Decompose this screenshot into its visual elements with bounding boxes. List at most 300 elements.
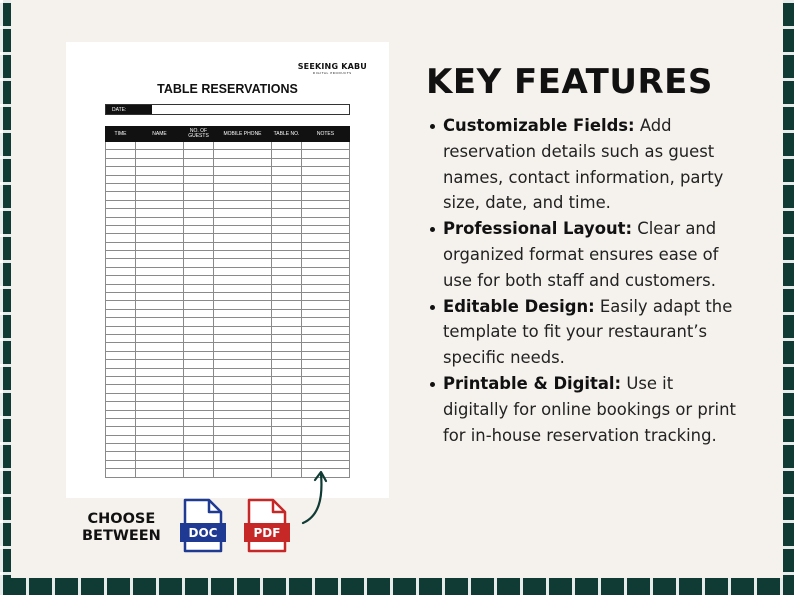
table-cell <box>136 318 184 326</box>
table-row <box>106 385 350 393</box>
feature-text: Use it digitally for online bookings or print for in-house reservation tracking. <box>443 373 736 445</box>
table-cell <box>302 309 350 317</box>
feature-title: Customizable Fields: <box>443 116 635 135</box>
table-cell <box>184 293 214 301</box>
table-row <box>106 351 350 359</box>
table-row <box>106 393 350 401</box>
table-row <box>106 326 350 334</box>
table-cell <box>302 334 350 342</box>
table-cell <box>106 351 136 359</box>
table-cell <box>302 318 350 326</box>
table-cell <box>136 343 184 351</box>
pdf-file-icon[interactable] <box>243 498 291 557</box>
table-cell <box>302 158 350 166</box>
table-cell <box>106 259 136 267</box>
table-cell <box>184 217 214 225</box>
table-cell <box>136 284 184 292</box>
table-row <box>106 259 350 267</box>
table-cell <box>272 217 302 225</box>
table-cell <box>272 183 302 191</box>
table-cell <box>106 343 136 351</box>
table-row <box>106 402 350 410</box>
table-cell <box>214 410 272 418</box>
table-cell <box>136 309 184 317</box>
table-cell <box>302 452 350 460</box>
table-cell <box>106 293 136 301</box>
table-cell <box>136 293 184 301</box>
table-cell <box>136 418 184 426</box>
table-row <box>106 217 350 225</box>
table-row <box>106 142 350 150</box>
table-cell <box>136 158 184 166</box>
table-cell <box>214 259 272 267</box>
table-cell <box>302 301 350 309</box>
feature-list <box>426 113 736 448</box>
table-cell <box>106 200 136 208</box>
table-cell <box>302 259 350 267</box>
table-cell <box>136 183 184 191</box>
table-cell <box>106 309 136 317</box>
table-row <box>106 276 350 284</box>
table-cell <box>302 200 350 208</box>
table-cell <box>184 318 214 326</box>
table-cell <box>184 183 214 191</box>
table-cell <box>272 158 302 166</box>
table-cell <box>184 242 214 250</box>
feature-item <box>426 371 736 448</box>
reservation-table-body <box>106 142 350 478</box>
table-cell <box>106 326 136 334</box>
document-preview <box>66 42 389 498</box>
table-cell <box>214 158 272 166</box>
table-cell <box>302 385 350 393</box>
table-cell <box>184 360 214 368</box>
table-cell <box>214 368 272 376</box>
date-label: DATE: <box>106 105 152 114</box>
table-cell <box>272 200 302 208</box>
table-cell <box>272 460 302 468</box>
table-cell <box>184 435 214 443</box>
table-cell <box>214 242 272 250</box>
table-cell <box>214 225 272 233</box>
table-cell <box>184 351 214 359</box>
table-header-row <box>106 127 350 142</box>
table-cell <box>184 427 214 435</box>
table-cell <box>184 402 214 410</box>
table-row <box>106 368 350 376</box>
table-cell <box>272 301 302 309</box>
table-cell <box>302 293 350 301</box>
table-cell <box>214 444 272 452</box>
table-row <box>106 251 350 259</box>
table-cell <box>302 427 350 435</box>
table-cell <box>106 267 136 275</box>
table-cell <box>214 142 272 150</box>
table-cell <box>106 376 136 384</box>
table-row <box>106 183 350 191</box>
column-header: NO. OF GUESTS <box>184 127 214 142</box>
table-cell <box>214 469 272 477</box>
feature-item <box>426 113 736 216</box>
table-cell <box>214 183 272 191</box>
table-cell <box>214 267 272 275</box>
table-cell <box>272 225 302 233</box>
table-cell <box>214 343 272 351</box>
table-cell <box>272 276 302 284</box>
table-cell <box>214 402 272 410</box>
table-cell <box>214 393 272 401</box>
table-cell <box>214 460 272 468</box>
table-cell <box>302 217 350 225</box>
table-cell <box>106 167 136 175</box>
table-cell <box>302 267 350 275</box>
table-row <box>106 435 350 443</box>
table-cell <box>302 393 350 401</box>
table-cell <box>106 142 136 150</box>
table-cell <box>302 368 350 376</box>
table-cell <box>184 309 214 317</box>
curved-arrow-icon <box>301 468 331 532</box>
table-cell <box>184 192 214 200</box>
table-cell <box>272 150 302 158</box>
table-cell <box>214 427 272 435</box>
table-cell <box>272 402 302 410</box>
table-cell <box>272 334 302 342</box>
table-cell <box>136 360 184 368</box>
table-cell <box>214 251 272 259</box>
table-cell <box>106 360 136 368</box>
table-cell <box>184 158 214 166</box>
table-cell <box>272 326 302 334</box>
table-cell <box>184 469 214 477</box>
table-cell <box>272 167 302 175</box>
table-row <box>106 418 350 426</box>
table-cell <box>184 418 214 426</box>
table-cell <box>136 368 184 376</box>
table-row <box>106 334 350 342</box>
table-cell <box>184 343 214 351</box>
table-cell <box>272 435 302 443</box>
table-cell <box>184 225 214 233</box>
table-cell <box>184 209 214 217</box>
table-cell <box>106 251 136 259</box>
table-cell <box>106 368 136 376</box>
table-cell <box>136 334 184 342</box>
table-cell <box>184 452 214 460</box>
column-header: NOTES <box>302 127 350 142</box>
table-cell <box>136 326 184 334</box>
table-cell <box>272 385 302 393</box>
table-cell <box>214 452 272 460</box>
table-cell <box>184 284 214 292</box>
table-cell <box>272 343 302 351</box>
doc-file-icon[interactable] <box>179 498 227 557</box>
table-cell <box>184 326 214 334</box>
table-cell <box>214 385 272 393</box>
table-cell <box>184 444 214 452</box>
table-cell <box>184 267 214 275</box>
table-cell <box>214 276 272 284</box>
table-cell <box>214 217 272 225</box>
table-cell <box>302 376 350 384</box>
table-cell <box>214 175 272 183</box>
table-cell <box>214 192 272 200</box>
document-title: TABLE RESERVATIONS <box>157 82 298 96</box>
table-cell <box>136 175 184 183</box>
table-row <box>106 301 350 309</box>
table-cell <box>302 284 350 292</box>
table-cell <box>136 217 184 225</box>
table-cell <box>302 351 350 359</box>
table-cell <box>184 460 214 468</box>
feature-text: Add reservation details such as guest names, contact information, party size, date, and time. <box>443 116 724 213</box>
feature-item <box>426 294 736 371</box>
date-field <box>105 104 350 115</box>
table-cell <box>302 225 350 233</box>
choose-line-2: BETWEEN <box>82 528 161 544</box>
table-cell <box>272 242 302 250</box>
table-cell <box>106 427 136 435</box>
table-cell <box>214 376 272 384</box>
table-cell <box>184 276 214 284</box>
table-cell <box>272 368 302 376</box>
table-cell <box>184 301 214 309</box>
table-cell <box>272 393 302 401</box>
table-cell <box>302 444 350 452</box>
table-cell <box>302 418 350 426</box>
table-cell <box>184 259 214 267</box>
table-cell <box>106 301 136 309</box>
table-cell <box>302 251 350 259</box>
table-row <box>106 150 350 158</box>
table-cell <box>302 192 350 200</box>
content-panel <box>11 0 783 578</box>
table-row <box>106 376 350 384</box>
table-cell <box>136 410 184 418</box>
table-cell <box>184 150 214 158</box>
feature-item <box>426 216 736 293</box>
table-cell <box>272 318 302 326</box>
feature-title: Professional Layout: <box>443 219 633 239</box>
table-cell <box>184 368 214 376</box>
table-cell <box>214 301 272 309</box>
table-cell <box>272 376 302 384</box>
table-cell <box>136 444 184 452</box>
table-cell <box>136 200 184 208</box>
table-cell <box>302 402 350 410</box>
table-cell <box>302 150 350 158</box>
table-cell <box>272 418 302 426</box>
table-cell <box>184 167 214 175</box>
reservation-table <box>105 126 350 478</box>
table-cell <box>272 309 302 317</box>
table-cell <box>184 393 214 401</box>
table-row <box>106 284 350 292</box>
table-cell <box>184 376 214 384</box>
table-row <box>106 192 350 200</box>
table-cell <box>302 142 350 150</box>
pdf-label: PDF <box>253 526 281 540</box>
table-cell <box>184 142 214 150</box>
table-cell <box>272 410 302 418</box>
table-cell <box>136 192 184 200</box>
column-header: TIME <box>106 127 136 142</box>
table-cell <box>106 183 136 191</box>
table-cell <box>272 142 302 150</box>
table-cell <box>184 410 214 418</box>
table-cell <box>214 435 272 443</box>
table-row <box>106 444 350 452</box>
table-row <box>106 452 350 460</box>
choose-line-1: CHOOSE <box>87 511 156 527</box>
table-row <box>106 167 350 175</box>
table-cell <box>184 234 214 242</box>
table-cell <box>106 393 136 401</box>
table-cell <box>302 234 350 242</box>
table-cell <box>272 452 302 460</box>
table-cell <box>214 360 272 368</box>
table-cell <box>184 385 214 393</box>
table-cell <box>136 209 184 217</box>
table-cell <box>302 167 350 175</box>
table-cell <box>136 452 184 460</box>
table-cell <box>214 200 272 208</box>
table-row <box>106 234 350 242</box>
table-cell <box>214 209 272 217</box>
table-cell <box>136 351 184 359</box>
table-cell <box>302 276 350 284</box>
table-cell <box>106 284 136 292</box>
feature-text: Clear and organized format ensures ease of use for both staff and customers. <box>443 219 719 290</box>
table-cell <box>136 460 184 468</box>
table-cell <box>214 418 272 426</box>
table-cell <box>302 410 350 418</box>
table-cell <box>184 251 214 259</box>
table-cell <box>136 385 184 393</box>
table-cell <box>136 242 184 250</box>
table-cell <box>272 293 302 301</box>
table-cell <box>302 242 350 250</box>
table-cell <box>214 318 272 326</box>
table-cell <box>106 402 136 410</box>
table-row <box>106 209 350 217</box>
table-cell <box>106 318 136 326</box>
table-cell <box>272 360 302 368</box>
table-cell <box>106 418 136 426</box>
table-cell <box>272 284 302 292</box>
table-cell <box>136 150 184 158</box>
table-cell <box>272 427 302 435</box>
table-row <box>106 158 350 166</box>
table-cell <box>184 334 214 342</box>
table-cell <box>214 150 272 158</box>
table-cell <box>106 334 136 342</box>
table-cell <box>106 234 136 242</box>
table-cell <box>272 175 302 183</box>
brand-tagline: DIGITAL PRODUCTS <box>312 71 352 75</box>
table-cell <box>184 175 214 183</box>
table-cell <box>272 192 302 200</box>
table-cell <box>302 183 350 191</box>
table-cell <box>106 385 136 393</box>
table-row <box>106 293 350 301</box>
table-cell <box>214 334 272 342</box>
column-header: TABLE NO. <box>272 127 302 142</box>
feature-title: Printable & Digital: <box>443 373 622 393</box>
brand-name: SEEKING KABU <box>297 62 367 71</box>
table-row <box>106 427 350 435</box>
feature-text: Easily adapt the template to fit your restaurant’s specific needs. <box>443 296 733 368</box>
table-cell <box>184 200 214 208</box>
table-cell <box>106 150 136 158</box>
table-cell <box>106 452 136 460</box>
table-row <box>106 175 350 183</box>
table-cell <box>106 242 136 250</box>
table-cell <box>106 410 136 418</box>
table-row <box>106 225 350 233</box>
table-cell <box>136 267 184 275</box>
table-cell <box>136 393 184 401</box>
table-row <box>106 309 350 317</box>
table-cell <box>302 209 350 217</box>
table-cell <box>136 142 184 150</box>
table-cell <box>106 175 136 183</box>
table-cell <box>106 158 136 166</box>
table-cell <box>272 234 302 242</box>
table-cell <box>136 167 184 175</box>
doc-label: DOC <box>188 526 218 540</box>
table-cell <box>136 435 184 443</box>
table-cell <box>106 469 136 477</box>
table-row <box>106 343 350 351</box>
table-cell <box>272 259 302 267</box>
table-cell <box>214 284 272 292</box>
table-cell <box>302 175 350 183</box>
table-cell <box>214 351 272 359</box>
table-cell <box>214 309 272 317</box>
table-cell <box>302 360 350 368</box>
table-row <box>106 410 350 418</box>
table-cell <box>136 427 184 435</box>
table-cell <box>136 276 184 284</box>
table-cell <box>136 259 184 267</box>
choose-between-label <box>82 511 161 545</box>
feature-title: Editable Design: <box>443 296 595 316</box>
table-cell <box>106 209 136 217</box>
table-cell <box>136 376 184 384</box>
table-row <box>106 267 350 275</box>
key-features-heading: KEY FEATURES <box>426 62 713 102</box>
table-cell <box>272 469 302 477</box>
table-row <box>106 318 350 326</box>
table-cell <box>272 251 302 259</box>
table-cell <box>302 435 350 443</box>
table-cell <box>136 402 184 410</box>
column-header: NAME <box>136 127 184 142</box>
table-cell <box>106 276 136 284</box>
table-cell <box>106 460 136 468</box>
table-cell <box>136 469 184 477</box>
table-cell <box>106 217 136 225</box>
table-row <box>106 242 350 250</box>
table-cell <box>106 225 136 233</box>
table-cell <box>106 192 136 200</box>
table-cell <box>136 251 184 259</box>
table-row <box>106 360 350 368</box>
table-row <box>106 200 350 208</box>
table-cell <box>214 326 272 334</box>
table-cell <box>214 293 272 301</box>
